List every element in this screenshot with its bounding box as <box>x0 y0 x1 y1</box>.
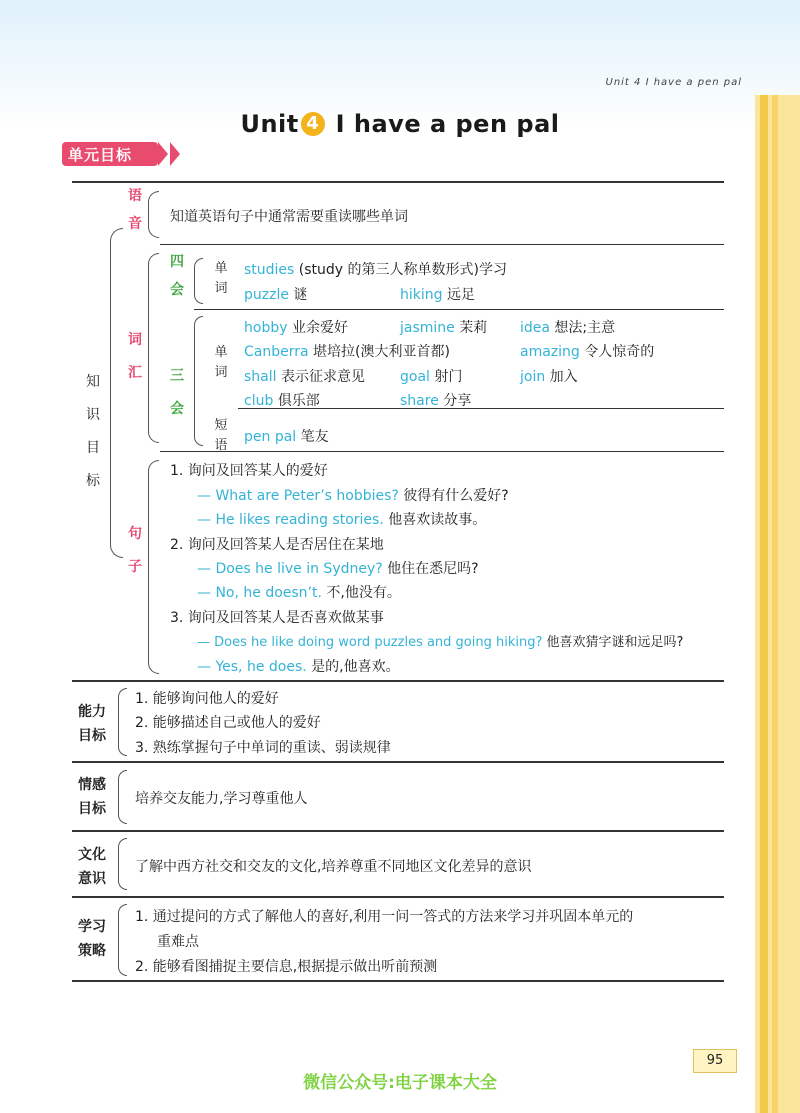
pronunciation-label: 语 音 <box>128 188 142 232</box>
pronunciation-text: 知道英语句子中通常需要重读哪些单词 <box>170 209 408 225</box>
rule-knowledge <box>72 680 724 682</box>
brace-strategy <box>118 904 127 976</box>
sentence-line: — Does he live in Sydney? 他住在悉尼吗? <box>197 561 479 577</box>
phrase-item: pen pal 笔友 <box>244 429 329 445</box>
culture-label: 文化 意识 <box>78 847 106 887</box>
strategy-item: 1. 通过提问的方式了解他人的喜好,利用一问一答式的方法来学习并巩固本单元的 <box>135 909 634 925</box>
three-skills-label: 三 会 <box>170 368 184 417</box>
vocab-item: hiking 远足 <box>400 287 475 303</box>
knowledge-label: 知 识 目 标 <box>86 374 100 489</box>
sentence-group-heading: 2. 询问及回答某人是否居住在某地 <box>170 537 384 553</box>
culture-text: 了解中西方社交和交友的文化,培养尊重不同地区文化差异的意识 <box>135 859 532 875</box>
vocab-item: puzzle 谜 <box>244 287 308 303</box>
sentences-label: 句 子 <box>128 526 142 575</box>
ability-item: 1. 能够询问他人的爱好 <box>135 691 279 707</box>
unit-word: Unit <box>240 110 299 138</box>
running-head: Unit 4 I have a pen pal <box>605 77 742 88</box>
chevron-icon-2 <box>170 142 180 166</box>
side-stripe-inner-2 <box>772 95 778 1113</box>
page-title <box>0 110 800 138</box>
vocab-item: club 俱乐部 <box>244 393 320 409</box>
ability-label: 能力 目标 <box>78 704 106 744</box>
vocab-item: hobby 业余爱好 <box>244 320 348 336</box>
brace-ability <box>118 688 127 756</box>
ability-item: 3. 熟练掌握句子中单词的重读、弱读规律 <box>135 740 391 756</box>
sentence-line: — No, he doesn’t. 不,他没有。 <box>197 585 401 601</box>
emotion-text: 培养交友能力,学习尊重他人 <box>135 791 308 807</box>
rule-culture <box>72 896 724 898</box>
vocab-label: 词 汇 <box>128 332 142 381</box>
vocab-item: studies (study 的第三人称单数形式)学习 <box>244 262 507 278</box>
footer-watermark: 微信公众号:电子课本大全 <box>303 1073 497 1093</box>
strategy-label: 学习 策略 <box>78 919 106 959</box>
brace-pron <box>148 191 159 238</box>
sentence-group-heading: 3. 询问及回答某人是否喜欢做某事 <box>170 610 384 626</box>
side-stripe-inner <box>760 95 768 1113</box>
brace-vocab <box>148 253 159 443</box>
vocab-item: idea 想法;主意 <box>520 320 616 336</box>
rule-emotion <box>72 830 724 832</box>
rule-vocab <box>160 451 724 452</box>
strategy-item-cont: 重难点 <box>157 934 199 950</box>
section-badge: 单元目标 <box>68 146 133 164</box>
vocab-item: goal 射门 <box>400 369 463 385</box>
three-skills-word-label: 单 词 <box>214 345 228 380</box>
brace-knowledge <box>110 228 123 558</box>
rule-bottom <box>72 980 724 982</box>
brace-three <box>194 316 203 446</box>
vocab-item: Canberra 堪培拉(澳大利亚首都) <box>244 344 450 360</box>
four-skills-word-label: 单 词 <box>214 261 228 296</box>
rule-ability <box>72 761 724 763</box>
phrase-label: 短 语 <box>214 418 228 453</box>
emotion-label: 情感 目标 <box>78 777 106 817</box>
brace-emotion <box>118 770 127 824</box>
brace-four <box>194 258 203 304</box>
vocab-item: share 分享 <box>400 393 472 409</box>
vocab-item: shall 表示征求意见 <box>244 369 365 385</box>
unit-number-badge: 4 <box>301 112 325 136</box>
unit-subtitle: I have a pen pal <box>335 110 560 138</box>
page-number: 95 <box>693 1049 737 1073</box>
brace-sentences <box>148 460 159 674</box>
sentence-line: — What are Peter’s hobbies? 彼得有什么爱好? <box>197 488 509 504</box>
vocab-item: jasmine 茉莉 <box>400 320 488 336</box>
rule-pron <box>160 244 724 245</box>
sentence-line: — Yes, he does. 是的,他喜欢。 <box>197 659 400 675</box>
chevron-icon <box>158 142 168 166</box>
ability-item: 2. 能够描述自己或他人的爱好 <box>135 715 321 731</box>
vocab-item: amazing 令人惊奇的 <box>520 344 655 360</box>
rule-top <box>72 181 724 183</box>
brace-culture <box>118 838 127 890</box>
sentence-group-heading: 1. 询问及回答某人的爱好 <box>170 463 328 479</box>
vocab-item: join 加入 <box>520 369 578 385</box>
sentence-line: — He likes reading stories. 他喜欢读故事。 <box>197 512 487 528</box>
four-skills-label: 四 会 <box>170 254 184 298</box>
strategy-item: 2. 能够看图捕捉主要信息,根据提示做出听前预测 <box>135 959 438 975</box>
sentence-line: — Does he like doing word puzzles and going hiking? 他喜欢猜字谜和远足吗? <box>197 635 684 650</box>
rule-four <box>194 309 724 310</box>
